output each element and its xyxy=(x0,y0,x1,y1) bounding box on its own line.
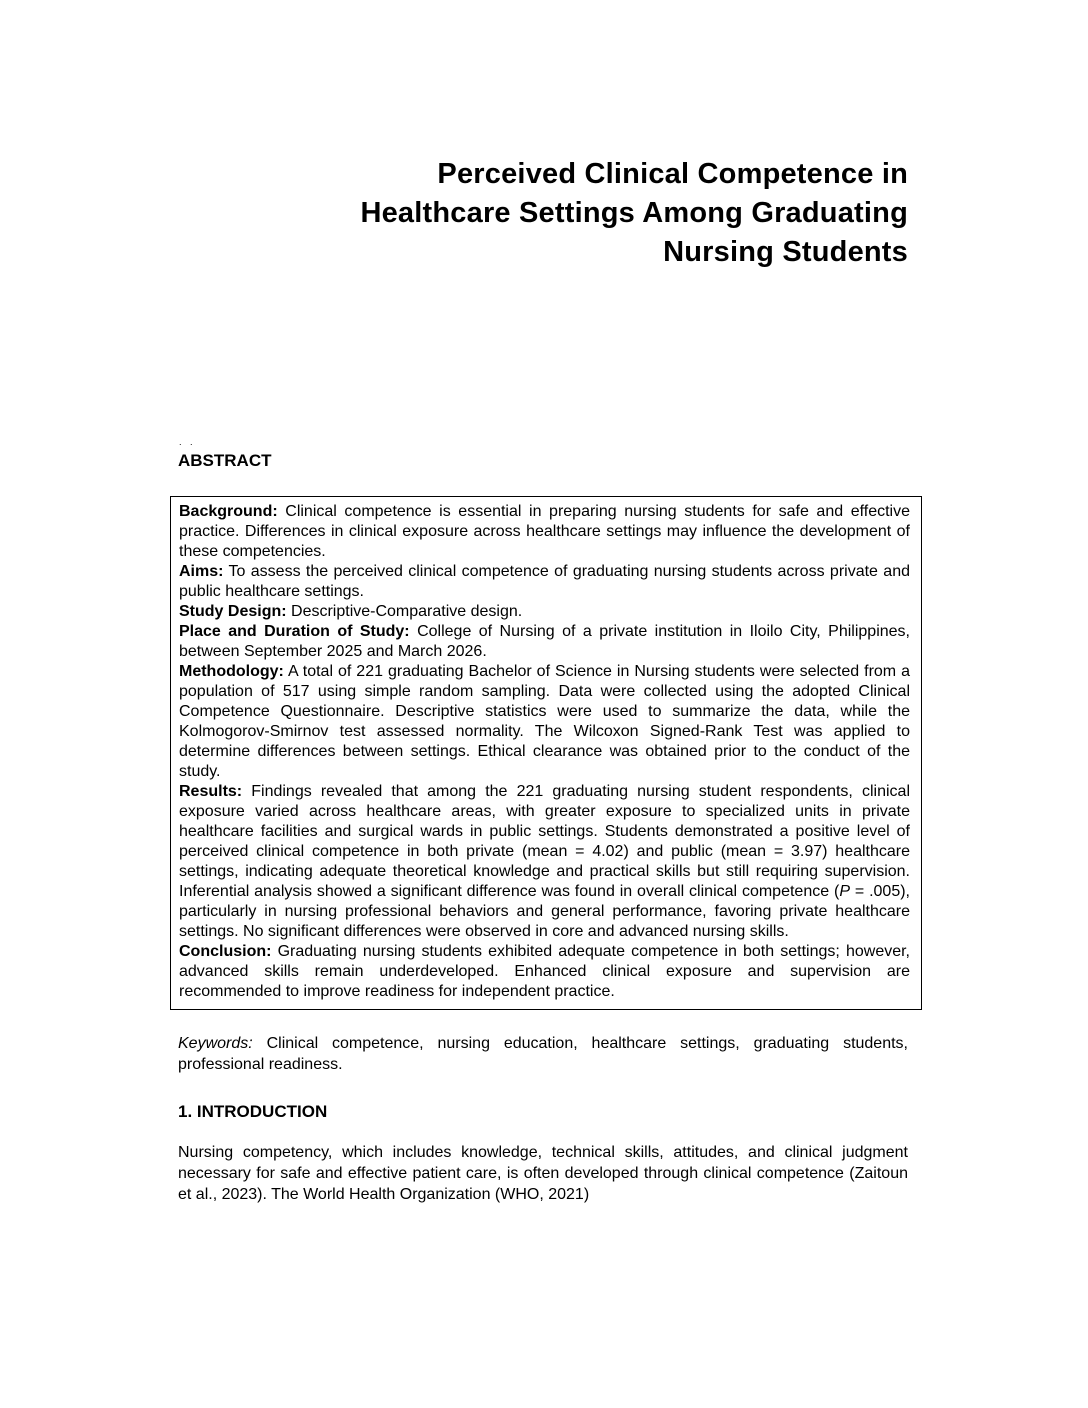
section-text: A total of 221 graduating Bachelor of Science in Nursing students were selected from a population of 517 using simple random sampling. Data were collected using the adopted Clinical Competence Questionnaire. Descriptive statistics were used to summarize the data, while the Kolmogorov-Smirnov test assessed normality. The Wilcoxon Signed-Rank Test was applied to determine differences between settings. Ethical clearance was obtained prior to the conduct of the study. xyxy=(179,663,911,780)
section-text: To assess the perceived clinical competence of graduating nursing students across private and public healthcare settings. xyxy=(179,563,910,600)
introduction-paragraph: Nursing competency, which includes knowledge, technical skills, attitudes, and clinical judgment necessary for safe and effective patient care, is often developed through clinical competence (Zaitoun et al., 2023). The World Health Organization (WHO, 2021) xyxy=(178,1144,908,1203)
abstract-section-place-duration xyxy=(179,622,910,662)
section-label: Conclusion: xyxy=(179,943,272,960)
paper-title xyxy=(170,155,908,272)
statistic-p-symbol: P xyxy=(839,883,850,900)
section-text: Graduating nursing students exhibited adequate competence in both settings; however, advanced skills remain underdeveloped. Enhanced clinical exposure and supervision are recommended to improve readiness for independent practice. xyxy=(179,943,911,1000)
abstract-section-methodology xyxy=(179,662,910,782)
abstract-box xyxy=(170,496,922,1010)
section-text: Clinical competence is essential in preparing nursing students for safe and effective practice. Differences in clinical exposure across healthcare settings may influence the development of these competencies. xyxy=(179,503,910,560)
abstract-section-results xyxy=(179,782,910,942)
abstract-section-study-design xyxy=(179,602,910,622)
section-label: Place and Duration of Study: xyxy=(179,623,410,640)
introduction-heading: 1. INTRODUCTION xyxy=(178,1102,328,1121)
abstract-heading: ABSTRACT xyxy=(178,451,272,470)
paper-title-line-3: Nursing Students xyxy=(663,236,908,268)
section-text: College of Nursing of a private institution in Iloilo City, Philippines, between September 2025 and March 2026. xyxy=(179,623,911,660)
paper-title-line-2: Healthcare Settings Among Graduating xyxy=(360,197,908,229)
keywords-label: Keywords: xyxy=(178,1035,253,1052)
keywords-text: Clinical competence, nursing education, healthcare settings, graduating students, professional readiness. xyxy=(178,1035,908,1073)
section-label: Study Design: xyxy=(179,603,287,620)
keywords xyxy=(178,1033,908,1075)
section-text: = .005), particularly in nursing professional behaviors and general performance, favoring private healthcare settings. No significant differences were observed in core and advanced nursing skills. xyxy=(179,883,911,940)
section-text: Findings revealed that among the 221 graduating nursing student respondents, clinical exposure varied across healthcare areas, with greater exposure to specialized units in private healthcare facilities and surgical wards in public settings. Students demonstrated a positive level of perceived clinical competence in both private (mean = 4.02) and public (mean = 3.97) healthcare settings, indicating adequate theoretical knowledge and practical skills but still requiring supervision. Inferential analysis showed a significant difference was found in overall clinical competence ( xyxy=(179,783,910,900)
paper-title-line-1: Perceived Clinical Competence in xyxy=(437,158,908,190)
abstract-marker: . . xyxy=(179,437,196,447)
abstract-section-background xyxy=(179,502,910,562)
abstract-section-aims xyxy=(179,562,910,602)
section-label: Aims: xyxy=(179,563,224,580)
abstract-section-conclusion xyxy=(179,942,910,1002)
section-label: Background: xyxy=(179,503,278,520)
section-label: Results: xyxy=(179,783,243,800)
section-text: Descriptive-Comparative design. xyxy=(291,603,523,620)
section-label: Methodology: xyxy=(179,663,284,680)
